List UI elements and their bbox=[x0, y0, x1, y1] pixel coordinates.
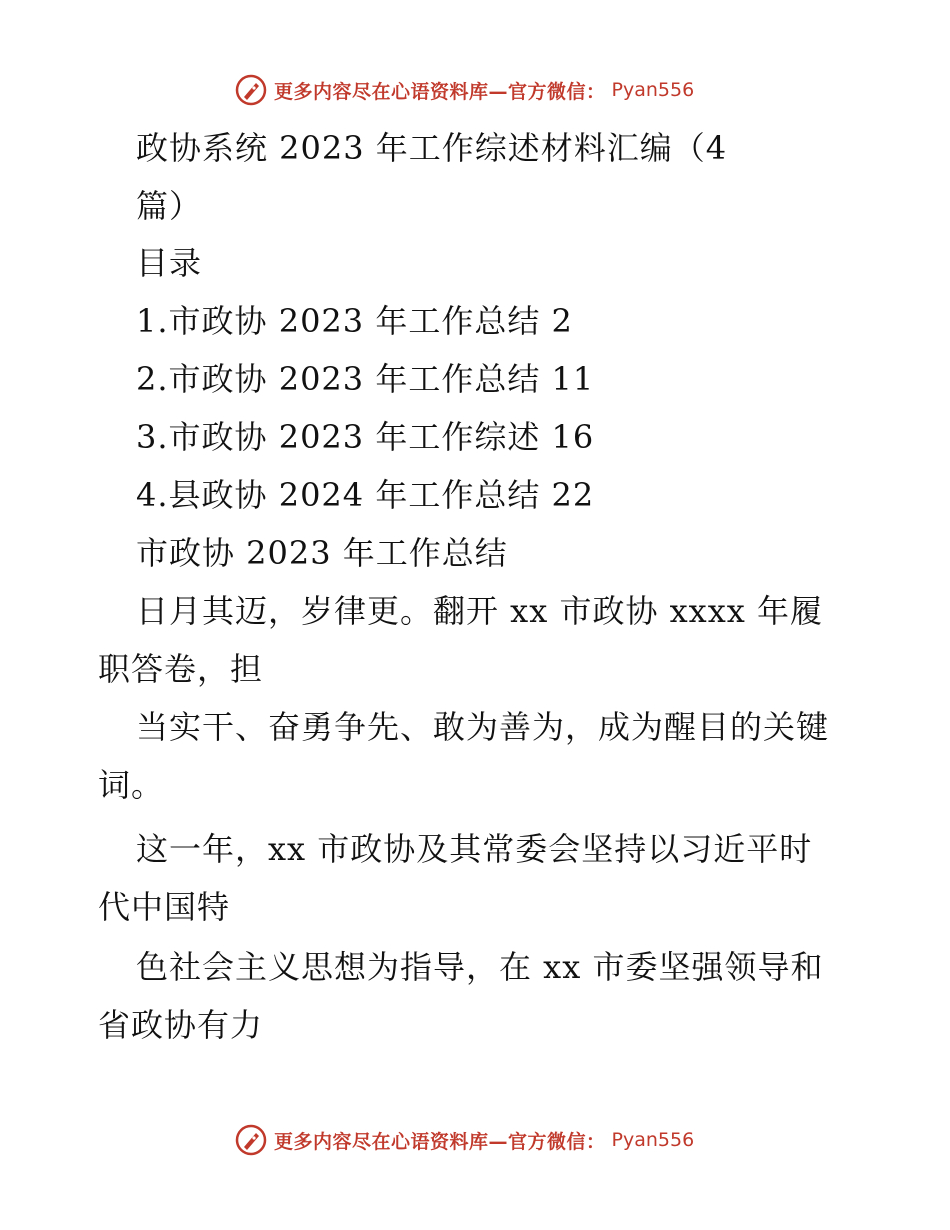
paragraph-line: 色社会主义思想为指导，在 xx 市委坚强领导和 bbox=[136, 948, 824, 986]
pen-nib-logo-icon bbox=[234, 1123, 268, 1157]
toc-item: 4.县政协 2024 年工作总结 22 bbox=[136, 476, 595, 514]
watermark-wechat-id: Pyan556 bbox=[611, 79, 695, 101]
toc-item: 2.市政协 2023 年工作总结 11 bbox=[136, 360, 595, 398]
watermark-text: 更多内容尽在心语资料库—官方微信： bbox=[274, 1130, 606, 1153]
document-title-line-1: 政协系统 2023 年工作综述材料汇编（4 bbox=[136, 129, 728, 167]
paragraph-line: 词。 bbox=[98, 766, 165, 804]
paragraph-line: 代中国特 bbox=[98, 888, 231, 926]
header-watermark bbox=[234, 70, 694, 110]
toc-item: 1.市政协 2023 年工作总结 2 bbox=[136, 302, 573, 340]
paragraph-line: 日月其迈，岁律更。翻开 xx 市政协 xxxx 年履 bbox=[136, 592, 823, 630]
footer-watermark bbox=[234, 1120, 694, 1160]
paragraph-line: 这一年，xx 市政协及其常委会坚持以习近平时 bbox=[136, 830, 813, 868]
paragraph-line: 省政协有力 bbox=[98, 1006, 264, 1044]
toc-heading: 目录 bbox=[136, 244, 203, 282]
watermark-wechat-id: Pyan556 bbox=[611, 1129, 695, 1151]
section-title: 市政协 2023 年工作总结 bbox=[136, 534, 508, 572]
document-title-line-2: 篇） bbox=[136, 187, 203, 225]
paragraph-line: 当实干、奋勇争先、敢为善为，成为醒目的关键 bbox=[136, 708, 830, 746]
pen-nib-logo-icon bbox=[234, 73, 268, 107]
toc-item: 3.市政协 2023 年工作综述 16 bbox=[136, 418, 595, 456]
paragraph-line: 职答卷，担 bbox=[98, 650, 264, 688]
watermark-text: 更多内容尽在心语资料库—官方微信： bbox=[274, 80, 606, 103]
